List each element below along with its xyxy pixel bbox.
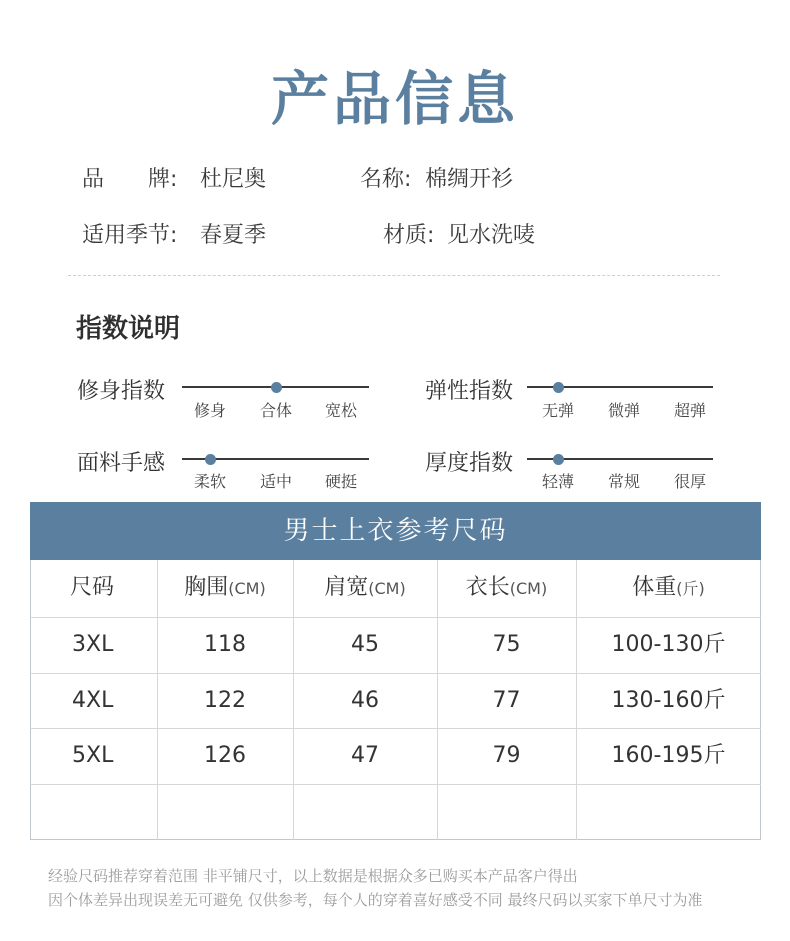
index-label: 弹性指数 <box>425 379 514 404</box>
table-cell: 118 <box>204 632 246 657</box>
index-option-label: 超弹 <box>673 401 706 420</box>
index-option-label: 修身 <box>193 401 226 420</box>
table-header-cell <box>70 560 114 616</box>
brand-label: 品 牌: <box>82 167 178 192</box>
index-option-label: 无弹 <box>541 401 574 420</box>
table-header-cell <box>576 560 761 616</box>
table-cell: 4XL <box>72 688 114 713</box>
index-marker-dot <box>553 454 564 465</box>
table-header-cell <box>293 560 437 616</box>
index-label: 厚度指数 <box>425 451 514 476</box>
table-cell: 79 <box>492 743 521 768</box>
index-option-label: 很厚 <box>673 472 706 491</box>
header-unit: (CM) <box>509 579 548 598</box>
index-label: 面料手感 <box>77 451 166 476</box>
table-cell: 100-130斤 <box>611 632 726 657</box>
note-line-1: 经验尺码推荐穿着范围 非平铺尺寸，以上数据是根据众多已购买本产品客户得出 <box>48 867 578 885</box>
table-cell: 160-195斤 <box>611 743 726 768</box>
index-option-label: 硬挺 <box>324 472 357 491</box>
table-cell: 75 <box>492 632 521 657</box>
table-cell: 5XL <box>72 743 114 768</box>
index-heading: 指数说明 <box>76 314 181 344</box>
header-label: 衣长 <box>465 575 510 600</box>
table-row-divider <box>30 784 761 785</box>
note-line-2: 因个体差异出现误差无可避免 仅供参考，每个人的穿着喜好感受不同 最终尺码以买家下单尺寸为准 <box>48 891 703 909</box>
size-table-title: 男士上衣参考尺码 <box>30 502 761 560</box>
index-label: 修身指数 <box>77 379 166 404</box>
header-unit: (CM) <box>228 579 266 598</box>
table-cell: 3XL <box>72 632 114 657</box>
header-unit: (斤) <box>676 579 705 598</box>
index-option-label: 柔软 <box>193 472 226 491</box>
index-option-label: 常规 <box>607 472 640 491</box>
table-cell: 77 <box>492 688 521 713</box>
header-unit: (CM) <box>368 579 406 598</box>
index-option-label: 微弹 <box>607 401 640 420</box>
header-label: 肩宽 <box>324 575 369 600</box>
header-label: 体重 <box>632 575 677 600</box>
material-value: 见水洗唛 <box>447 223 536 248</box>
table-header-cell <box>157 560 293 616</box>
index-option-label: 适中 <box>259 472 292 491</box>
table-cell: 122 <box>204 688 246 713</box>
season-value: 春夏季 <box>200 223 267 248</box>
material-label: 材质: <box>383 223 435 248</box>
index-option-label: 宽松 <box>324 401 357 420</box>
index-marker-dot <box>205 454 216 465</box>
name-value: 棉绸开衫 <box>425 167 514 192</box>
index-marker-dot <box>271 382 282 393</box>
table-header-cell <box>437 560 576 616</box>
index-option-label: 轻薄 <box>541 472 574 491</box>
table-cell: 45 <box>351 632 379 657</box>
season-label: 适用季节: <box>82 223 178 248</box>
index-marker-dot <box>553 382 564 393</box>
table-cell: 126 <box>204 743 246 768</box>
header-label: 尺码 <box>70 575 115 600</box>
table-cell: 47 <box>351 743 379 768</box>
brand-value: 杜尼奥 <box>200 167 267 192</box>
index-option-label: 合体 <box>259 401 292 420</box>
table-cell: 130-160斤 <box>611 688 726 713</box>
header-label: 胸围 <box>184 575 229 600</box>
name-label: 名称: <box>360 167 412 192</box>
table-cell: 46 <box>351 688 379 713</box>
page-title: 产品信息 <box>270 65 519 133</box>
divider <box>68 275 720 276</box>
